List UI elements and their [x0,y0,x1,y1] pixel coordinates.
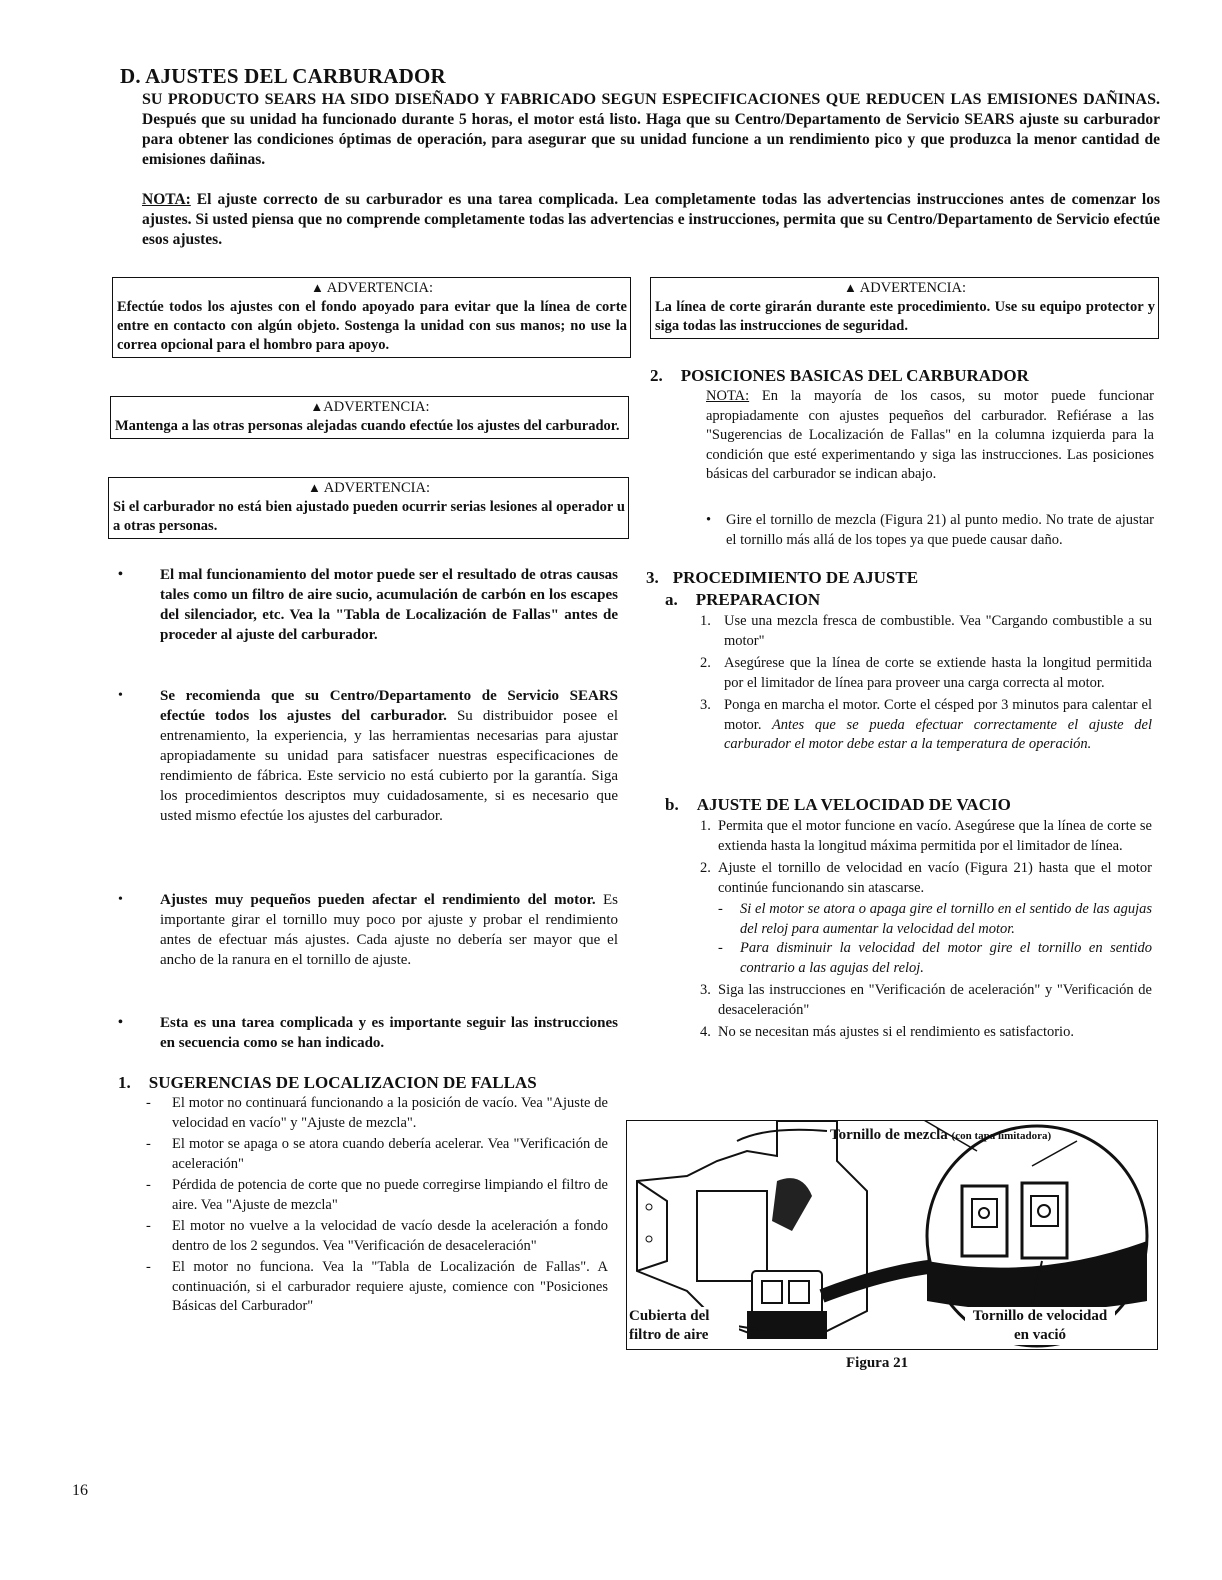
list-item: - El motor no vuelve a la velocidad de vacío desde la aceleración a fondo dentro de los 2 segundos. Vea "Verificación de desaceleración" [146,1218,608,1254]
intro-caps: SU PRODUCTO SEARS HA SIDO DISEÑADO Y FABRICADO SEGUN ESPECIFICACIONES QUE REDUCEN LAS EMISIONES DAÑINAS. [142,91,1160,108]
warning-box-2 [110,396,629,439]
warning-title: ADVERTENCIA: [323,399,430,415]
figure-21 [626,1120,1158,1350]
warning-header [655,278,1155,298]
bullet-dot: • [118,892,123,907]
bullet-item [118,890,618,970]
label-idle-screw: Tornillo de velocidad en vació [965,1307,1115,1345]
list-item: - El motor no continuará funcionando a la posición de vacío. Vea "Ajuste de velocidad en vacío" y "Ajuste de mezcla". [146,1095,608,1131]
bullet-bold-text: Esta es una tarea complicada y es importante seguir las instrucciones en secuencia como se han indicado. [160,1015,618,1051]
list-item-text: El motor no continuará funcionando a la posición de vacío. Vea "Ajuste de velocidad en vacío" y "Ajuste de mezcla". [172,1095,608,1131]
list-item: - El motor se apaga o se atora cuando debería acelerar. Vea "Verificación de aceleración" [146,1136,608,1172]
item-number: 2. [700,655,711,671]
bullet-item [118,686,618,826]
list-item [700,1023,1152,1043]
bullet-text: Su distribuidor posee el entrenamiento, la experiencia, y las herramientas necesarias para ajustar apropiadamente su unidad para satisfacer nuestras especificaciones de rendimiento de fábrica. Este servicio no está cubierto por la garantía. Siga los procedimientos descriptos muy cuidadosamente, si es necesario que usted mismo efectúe los ajustes del carburador. [160,708,618,824]
intro-paragraph [142,90,1160,170]
sec1-list [146,1094,608,1317]
label-air-filter: Cubierta del filtro de aire [629,1307,739,1345]
list-item-text: Siga las instrucciones en "Verificación de aceleración" y "Verificación de desaceleración" [718,982,1152,1018]
list-item-text: No se necesitan más ajustes si el rendimiento es satisfactorio. [718,1024,1074,1040]
figure-caption: Figura 21 [846,1355,909,1371]
bullet-bold-text: Se recomienda que su Centro/Departamento de Servicio SEARS efectúe todos los ajustes del carburador. [160,688,618,724]
list-item-text: Permita que el motor funcione en vacío. Asegúrese que la línea de corte se extienda hasta la longitud máxima permitida por el limitador de línea. [718,818,1152,854]
bullet-item [118,1013,618,1053]
warning-icon: ▲ [308,480,321,495]
list-item-text: El motor se apaga o se atora cuando debería acelerar. Vea "Verificación de aceleración" [172,1136,608,1172]
sec2-nota-label: NOTA: [706,388,750,404]
warning-title: ADVERTENCIA: [323,480,430,496]
list-item-text: Ponga en marcha el motor. Corte el césped por 3 minutos para calentar el motor. [724,697,1152,733]
item-number: 1. [700,818,711,834]
sec3b-label: b. [665,795,679,814]
sec3b-title: AJUSTE DE LA VELOCIDAD DE VACIO [696,795,1011,814]
warning-text: Efectúe todos los ajustes con el fondo apoyado para evitar que la línea de corte entre en contacto con algún objeto. Sostenga la unidad con sus manos; no use la correa opcional para el hombro para apoyo. [117,299,627,353]
sub-item-text: Si el motor se atora o apaga gire el tornillo en el sentido de las agujas del reloj para aumentar la velocidad del motor. [740,901,1152,937]
warning-icon: ▲ [310,399,324,414]
sec2-number: 2. [650,366,663,385]
warning-icon: ▲ [311,280,324,295]
sub-item: - Si el motor se atora o apaga gire el tornillo en el sentido de las agujas del reloj para aumentar la velocidad del motor. [718,901,1152,937]
sec2-bullet-text: Gire el tornillo de mezcla (Figura 21) al punto medio. No trate de ajustar el tornillo más allá de los topes ya que puede causar daño. [726,512,1154,548]
sub-item: - Para disminuir la velocidad del motor gire el tornillo en sentido contrario a las agujas del reloj. [718,940,1152,976]
label-mix-screw [830,1127,1051,1144]
sec3b-list [700,817,1152,1043]
sec2-nota [706,387,1154,485]
bullet-bold-text: Ajustes muy pequeños pueden afectar el rendimiento del motor. [160,892,596,908]
warning-header [117,278,627,298]
label-mix-small: (con tapa limitadora) [951,1130,1052,1142]
list-item-text: Asegúrese que la línea de corte se extiende hasta la longitud permitida por el limitador de línea para proveer una carga correcta al motor. [724,655,1152,691]
sec1-heading [118,1073,537,1093]
warning-title: ADVERTENCIA: [859,280,966,296]
sec1-number: 1. [118,1073,131,1092]
list-item [700,859,1152,898]
sec3a-label: a. [665,590,678,609]
list-item-text: Pérdida de potencia de corte que no puede corregirse limpiando el filtro de aire. Vea "Ajuste de mezcla" [172,1177,608,1213]
item-number: 3. [700,982,711,998]
item-number: 2. [700,860,711,876]
warning-header [115,397,625,417]
bullet-dot: • [118,1015,123,1030]
list-item [700,981,1152,1020]
warning-text: La línea de corte girarán durante este procedimiento. Use su equipo protector y siga todas las instrucciones de seguridad. [655,299,1155,334]
warning-box-1 [112,277,631,358]
warning-text: Mantenga a las otras personas alejadas cuando efectúe los ajustes del carburador. [115,418,620,434]
list-item [700,612,1152,651]
list-item-text: El motor no vuelve a la velocidad de vacío desde la aceleración a fondo dentro de los 2 segundos. Vea "Verificación de desaceleración" [172,1218,608,1254]
list-item [700,696,1152,755]
warning-text: Si el carburador no está bien ajustado pueden ocurrir serias lesiones al operador u a otras personas. [113,499,625,534]
list-item-text: El motor no funciona. Vea la "Tabla de Localización de Fallas". A continuación, si el carburador requiere ajuste, comience con "Posiciones Básicas del Carburador" [172,1259,608,1314]
sec2-title: POSICIONES BASICAS DEL CARBURADOR [680,366,1029,385]
sec3a-list [700,612,1152,755]
section-title: D. AJUSTES DEL CARBURADOR [120,64,446,88]
sec2-nota-text: En la mayoría de los casos, su motor puede funcionar apropiadamente con ajustes pequeños del carburador. Refiérase a las "Sugerencias de Localización de Fallas" en la columna izquierda para la condición que esté experimentando y siga las instrucciones. Las posiciones básicas del carburador se indican abajo. [706,388,1154,482]
list-item: - El motor no funciona. Vea la "Tabla de Localización de Fallas". A continuación, si el carburador requiere ajuste, comience con "Posiciones Básicas del Carburador" [146,1259,608,1314]
page-number: 16 [72,1482,88,1499]
warning-box-3 [108,477,629,539]
list-item: - Pérdida de potencia de corte que no puede corregirse limpiando el filtro de aire. Vea "Ajuste de mezcla" [146,1177,608,1213]
sec3-title: PROCEDIMIENTO DE AJUSTE [672,568,919,587]
sec3-heading [646,568,918,588]
label-mix-text: Tornillo de mezcla [830,1127,948,1143]
warning-header [113,478,625,498]
sec1-title: SUGERENCIAS DE LOCALIZACION DE FALLAS [148,1073,537,1092]
intro-rest: Después que su unidad ha funcionado durante 5 horas, el motor está listo. Haga que su Centro/Departamento de Servicio SEARS ajuste su carburador para obtener las condiciones óptimas de operación, para asegurar que su unidad funcione a un rendimiento pico y que produzca la menor cantidad de emisiones dañinas. [142,111,1160,168]
list-item-italic: Antes que se pueda efectuar correctamente el ajuste del carburador el motor debe estar a la temperatura de operación. [724,716,1152,752]
item-number: 3. [700,697,711,713]
nota-label: NOTA: [142,191,191,208]
warning-icon: ▲ [844,280,857,295]
sec3b-heading [665,795,1011,815]
warning-box-right [650,277,1159,339]
bullet-item [118,565,618,645]
bullet-dot: • [118,567,123,582]
item-number: 4. [700,1024,711,1040]
nota-text: El ajuste correcto de su carburador es una tarea complicada. Lea completamente todas las advertencias instrucciones antes de comenzar los ajustes. Si usted piensa que no comprende completamente todas las advertencias e instrucciones, permita que su Centro/Departamento de Servicio efectúe esos ajustes. [142,191,1160,248]
bullet-dot: • [118,688,123,703]
item-number: 1. [700,613,711,629]
sec2-heading [650,366,1029,386]
sec3a-title: PREPARACION [695,590,821,609]
list-item [700,817,1152,856]
list-item-text: Use una mezcla fresca de combustible. Vea "Cargando combustible a su motor" [724,613,1152,649]
sec2-bullet: • Gire el tornillo de mezcla (Figura 21) al punto medio. No trate de ajustar el tornillo más allá de los topes ya que puede causar daño. [706,512,1154,548]
bullet-bold-text: El mal funcionamiento del motor puede ser el resultado de otras causas tales como un filtro de aire sucio, acumulación de carbón en los escapes del silenciador, etc. Vea la "Tabla de Localización de Fallas" antes de proceder al ajuste del carburador. [160,567,618,643]
warning-title: ADVERTENCIA: [326,280,433,296]
nota-paragraph [142,190,1160,250]
bullet-text: Es importante girar el tornillo muy poco por ajuste y probar el rendimiento antes de efectuar más ajustes. Cada ajuste no debería ser mayor que el ancho de la ranura en el tornillo de ajuste. [160,892,618,968]
sec3a-heading [665,590,820,610]
list-item [700,654,1152,693]
list-item-text: Ajuste el tornillo de velocidad en vacío (Figura 21) hasta que el motor continúe funcionando sin atascarse. [718,860,1152,896]
sub-item-text: Para disminuir la velocidad del motor gire el tornillo en sentido contrario a las agujas del reloj. [740,940,1152,976]
sec3-number: 3. [646,568,659,587]
